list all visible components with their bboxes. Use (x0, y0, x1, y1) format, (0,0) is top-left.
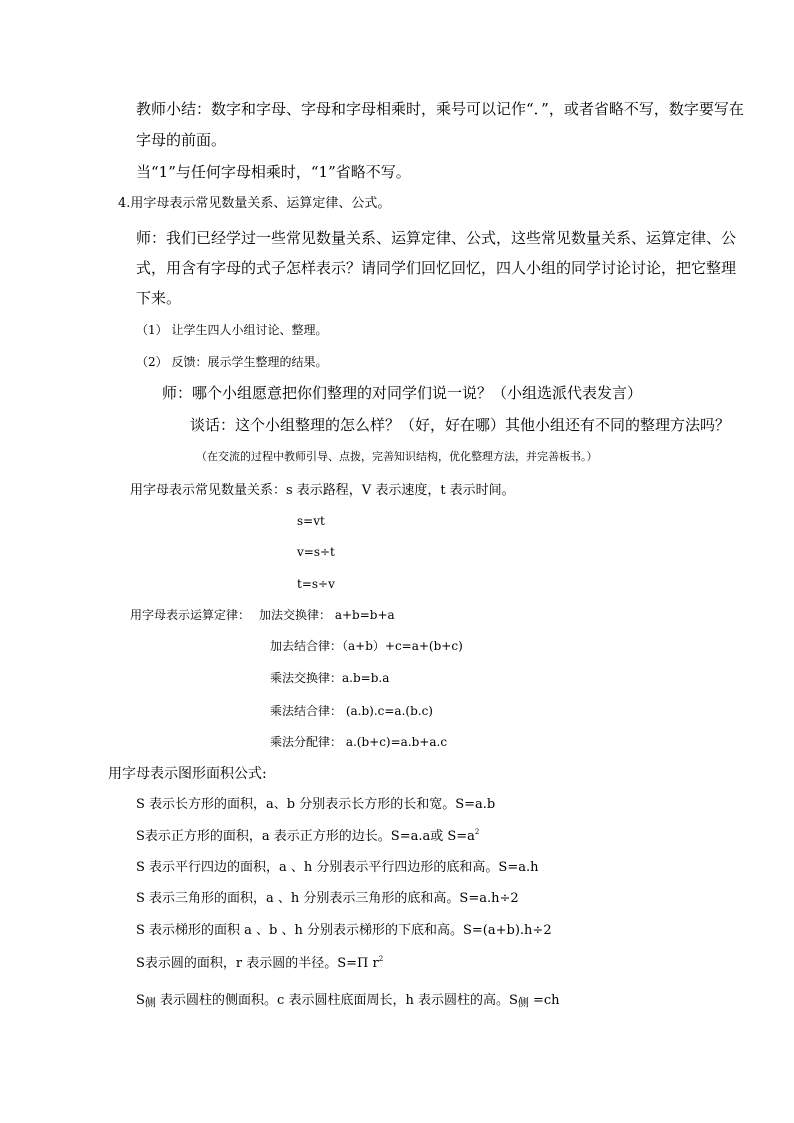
teacher-summary-line-2: 字母的前面。 (136, 131, 227, 149)
step-2: （2） 反馈：展示学生整理的结果。 (136, 355, 328, 369)
omit-one-rule: 当“1”与任何字母相乘时，“1”省略不写。 (136, 163, 411, 181)
area-trapezoid: S 表示梯形的面积 a 、b 、h 分别表示梯形的下底和高。S=(a+b).h÷2 (136, 923, 552, 938)
area-formulas-heading: 用字母表示图形面积公式: (108, 766, 267, 782)
talk-line: 谈话：这个小组整理的怎么样？（好，好在哪）其他小组还有不同的整理方法吗？ (190, 416, 731, 434)
operation-laws-heading: 用字母表示运算定律： (130, 608, 251, 622)
law-addition-commutative: 加法交换律： a+b=b+a (259, 608, 395, 622)
cylinder-lateral-area: $S_侧$ 表示圆柱的侧面积。c 表示圆柱底面周长，h 表示圆柱的高。$S_侧 =ch$ (136, 993, 560, 1009)
area-square-exponent: 2 (474, 828, 480, 836)
section-4-heading: 4.用字母表示常见数量关系、运算定律、公式。 (118, 196, 391, 211)
law-multiplication-commutative: 乘法交换律：a.b=b.a (270, 671, 390, 685)
area-triangle: S 表示三角形的面积，a 、h 分别表示三角形的底和高。S=a.h÷2 (136, 891, 519, 906)
formula-v: v=s÷t (297, 545, 335, 559)
area-circle-exponent: 2 (378, 955, 384, 963)
teacher-prompt-line-3: 下来。 (136, 289, 182, 307)
lateral-subscript: 侧 (144, 996, 156, 1009)
formula-t: t=s÷v (297, 577, 335, 591)
teacher-summary-line-1: 教师小结：数字和字母、字母和字母相乘时，乘号可以记作“．”，或者省略不写，数字要写在 (136, 100, 744, 118)
law-multiplication-associative: 乘法结合律： (a.b).c=a.(b.c) (270, 704, 433, 718)
quantity-relations-heading: 用字母表示常见数量关系：s 表示路程，V 表示速度，t 表示时间。 (130, 483, 515, 498)
law-addition-associative: 加去结合律：（a+b）+c=a+(b+c) (270, 639, 463, 653)
area-circle: S表示圆的面积，r 表示圆的半径。S=Π $r^2$ (136, 955, 384, 971)
area-rectangle: S 表示长方形的面积，a、b 分别表示长方形的长和宽。S=a.b (136, 797, 496, 812)
area-parallelogram: S 表示平行四边的面积，a 、h 分别表示平行四边形的底和高。S=a.h (136, 860, 539, 875)
teacher-prompt-line-1: 师：我们已经学过一些常见数量关系、运算定律、公式，这些常见数量关系、运算定律、公 (136, 229, 737, 247)
teacher-prompt-line-2: 式，用含有字母的式子怎样表示？请同学们回忆回忆，四人小组的同学讨论讨论，把它整理 (136, 259, 737, 277)
lateral-subscript-2: 侧 (517, 996, 529, 1009)
teacher-question: 师：哪个小组愿意把你们整理的对同学们说一说？（小组选派代表发言） (162, 384, 643, 402)
area-square: S表示正方形的面积，a 表示正方形的边长。S=a.a或 $S=a^2$ (136, 828, 480, 844)
step-1: （1） 让学生四人小组讨论、整理。 (136, 323, 328, 337)
formula-s-vt: s=vt (297, 514, 325, 528)
teaching-note: （在交流的过程中教师引导、点拨，完善知识结构，优化整理方法，并完善板书。） (196, 450, 598, 463)
law-distributive: 乘法分配律： a.(b+c)=a.b+a.c (270, 735, 448, 749)
